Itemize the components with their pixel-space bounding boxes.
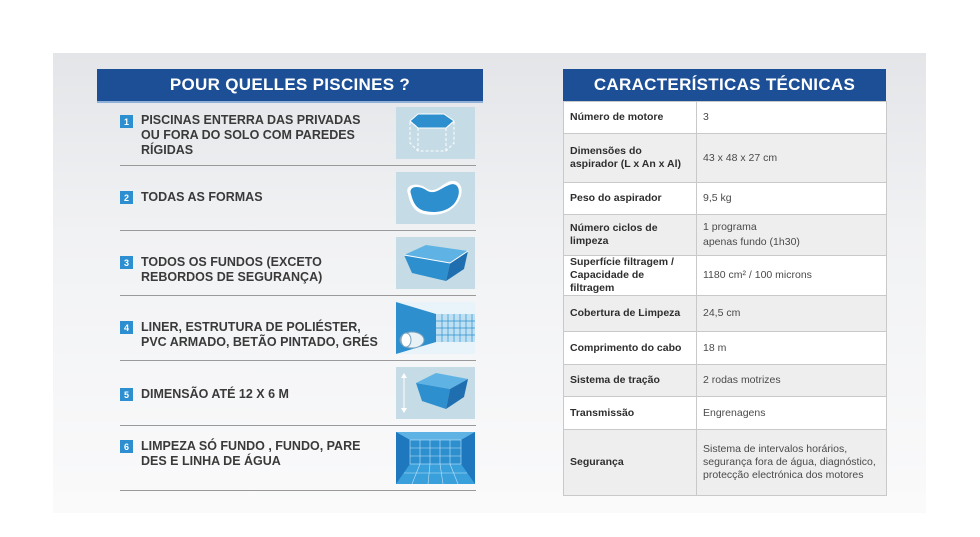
- list-item: [120, 296, 476, 361]
- freeform-pool-icon: [396, 172, 475, 224]
- list-item: [120, 361, 476, 426]
- spec-label: Número de motore: [564, 102, 697, 134]
- pool-materials-icon: [396, 302, 475, 354]
- item-text: LINER, ESTRUTURA DE POLIÉSTER, PVC ARMADO, BETÃO PINTADO, GRÉS: [141, 320, 378, 349]
- spec-label: Dimensões do aspirador (L x An x Al): [564, 134, 697, 183]
- spec-label: Número ciclos de limpeza: [564, 215, 697, 256]
- pool-types-heading: POUR QUELLES PISCINES ?: [97, 69, 483, 103]
- list-item: [120, 426, 476, 491]
- spec-label: Superfície filtragem / Capacidade de filtragem: [564, 256, 697, 296]
- spec-label: Sistema de tração: [564, 365, 697, 397]
- item-text: PISCINAS ENTERRA DAS PRIVADAS OU FORA DO SOLO COM PAREDES RÍGIDAS: [141, 113, 361, 157]
- table-row: [564, 397, 887, 430]
- table-row: [564, 332, 887, 365]
- item-text: TODAS AS FORMAS: [141, 190, 263, 204]
- spec-label: Segurança: [564, 430, 697, 496]
- pool-floor-icon: [396, 237, 475, 289]
- above-ground-pool-icon: [396, 107, 475, 159]
- spec-value: 43 x 48 x 27 cm: [697, 134, 887, 183]
- list-item: [120, 231, 476, 296]
- spec-value: 1180 cm² / 100 microns: [697, 256, 887, 296]
- item-number: 2: [120, 191, 133, 204]
- spec-value: 9,5 kg: [697, 183, 887, 215]
- list-item: [120, 166, 476, 231]
- item-number: 3: [120, 256, 133, 269]
- spec-label: Transmissão: [564, 397, 697, 430]
- table-row: [564, 134, 887, 183]
- table-row: [564, 256, 887, 296]
- technical-specs-heading: CARACTERÍSTICAS TÉCNICAS: [563, 69, 886, 101]
- spec-label: Cobertura de Limpeza: [564, 296, 697, 332]
- item-text: LIMPEZA SÓ FUNDO , FUNDO, PARE DES E LINHA DE ÁGUA: [141, 439, 361, 468]
- item-text: TODOS OS FUNDOS (EXCETO REBORDOS DE SEGURANÇA): [141, 255, 323, 284]
- spec-value: 2 rodas motrizes: [697, 365, 887, 397]
- table-row: [564, 102, 887, 134]
- item-text: DIMENSÃO ATÉ 12 X 6 M: [141, 387, 289, 401]
- item-number: 5: [120, 388, 133, 401]
- table-row: [564, 430, 887, 496]
- spec-label: Peso do aspirador: [564, 183, 697, 215]
- item-number: 1: [120, 115, 133, 128]
- table-row: [564, 215, 887, 256]
- spec-value: Sistema de intervalos horários, segurança fora de água, diagnóstico, protecção electrónica dos motores: [697, 430, 887, 496]
- table-row: [564, 183, 887, 215]
- spec-value: 18 m: [697, 332, 887, 365]
- table-row: [564, 296, 887, 332]
- item-number: 6: [120, 440, 133, 453]
- list-item: [120, 101, 476, 166]
- pool-tiles-icon: [396, 432, 475, 484]
- item-number: 4: [120, 321, 133, 334]
- spec-value: 3: [697, 102, 887, 134]
- pool-dimension-icon: [396, 367, 475, 419]
- spec-value: 1 programa apenas fundo (1h30): [697, 215, 887, 256]
- spec-value: 24,5 cm: [697, 296, 887, 332]
- table-row: [564, 365, 887, 397]
- spec-value: Engrenagens: [697, 397, 887, 430]
- pool-types-list: [120, 101, 476, 491]
- specs-table: [563, 101, 887, 496]
- spec-label: Comprimento do cabo: [564, 332, 697, 365]
